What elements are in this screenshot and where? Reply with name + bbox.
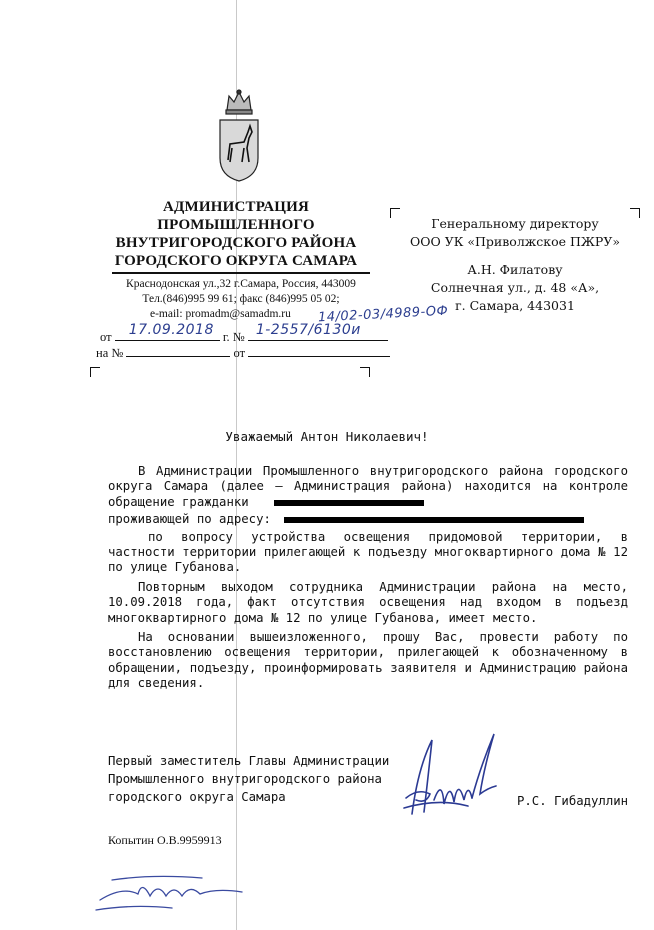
org-line: ГОРОДСКОГО ОКРУГА САМАРА [114,253,358,269]
org-line: ПРОМЫШЛЕННОГО [157,217,315,233]
in-reply-reference-row [96,342,390,361]
signatory-position [108,752,389,806]
in-reply-from-label: от [233,346,246,360]
paragraph-1-text: В Администрации Промышленного внутригородского района городского округа Самара (далее – Администрация района) находится на контроле обращение гражданки [108,464,628,509]
date-handwritten: 17.09.2018 [128,322,214,338]
recipient-line: ООО УК «Приволжское ПЖРУ» [409,234,621,249]
paragraph-3: На основании вышеизложенного, прошу Вас, провести работу по восстановлению освещения территории, прилегающей к обозначенному в обращении, подъезду, проинформировать заявителя и Администрацию района для сведения. [108,630,628,691]
executor-contact: Копытин О.В.9959913 [108,833,222,847]
paragraph-1-address [108,512,628,527]
redacted-name [274,500,424,506]
paragraph-2: Повторным выходом сотрудника Администрации района на место, 10.09.2018 года, факт отсутствия освещения над входом в подъезд многоквартирного дома № 12 по улице Губанова, имеет место. [108,579,628,625]
letter-body [108,464,628,694]
signatory-line: Промышленного внутригородского района [108,772,382,786]
org-line: АДМИНИСТРАЦИЯ [163,199,309,215]
sender-organization-name [96,198,376,270]
corner-mark [90,367,100,377]
recipient-line: Солнечная ул., д. 48 «А», [430,280,600,295]
sender-phone: Тел.(846)995 99 61; факс (846)995 05 02; [142,293,340,305]
recipient-line: Генеральному директору [431,216,599,231]
redacted-address [284,517,584,523]
signatory-name: Р.С. Гибадуллин [517,794,629,808]
number-handwritten: 1-2557/6130и [255,322,361,338]
org-line: ВНУТРИГОРОДСКОГО РАЙОНА [115,235,357,251]
signatory-line: городского округа Самара [108,790,286,804]
signatory-line: Первый заместитель Главы Администрации [108,754,390,768]
in-reply-date-field [248,342,390,357]
paragraph-1 [108,464,628,510]
coat-of-arms-emblem [214,88,264,183]
in-reply-number-field [126,342,230,357]
org-divider [112,272,370,274]
number-field [248,322,388,341]
recipient-block [395,215,635,315]
sender-address: Краснодонская ул.,32 г.Самара, Россия, 443009 [126,278,356,290]
incoming-number-handwritten: 14/02-03/4989-ОФ [317,303,449,326]
greeting: Уважаемый Антон Николаевич! [225,429,429,444]
corner-mark [360,367,370,377]
in-reply-label: на № [96,346,124,360]
recipient-spacer [395,251,635,261]
recipient-line: г. Самара, 443031 [455,298,575,313]
paragraph-1-subject: по вопросу устройства освещения придомовой территории, в частности территории прилегающей к подъезду многоквартирного дома № 12 по улице Губанова. [108,529,628,575]
handwritten-signature [398,728,508,820]
date-field [115,322,220,341]
recipient-line: А.Н. Филатову [467,262,563,277]
paragraph-1-address-text: проживающей по адресу: [108,512,271,527]
from-label: от [100,330,112,344]
sender-email: e-mail: promadm@samadm.ru [150,308,291,320]
margin-scribble [92,870,252,916]
number-label: г. № [222,330,245,344]
